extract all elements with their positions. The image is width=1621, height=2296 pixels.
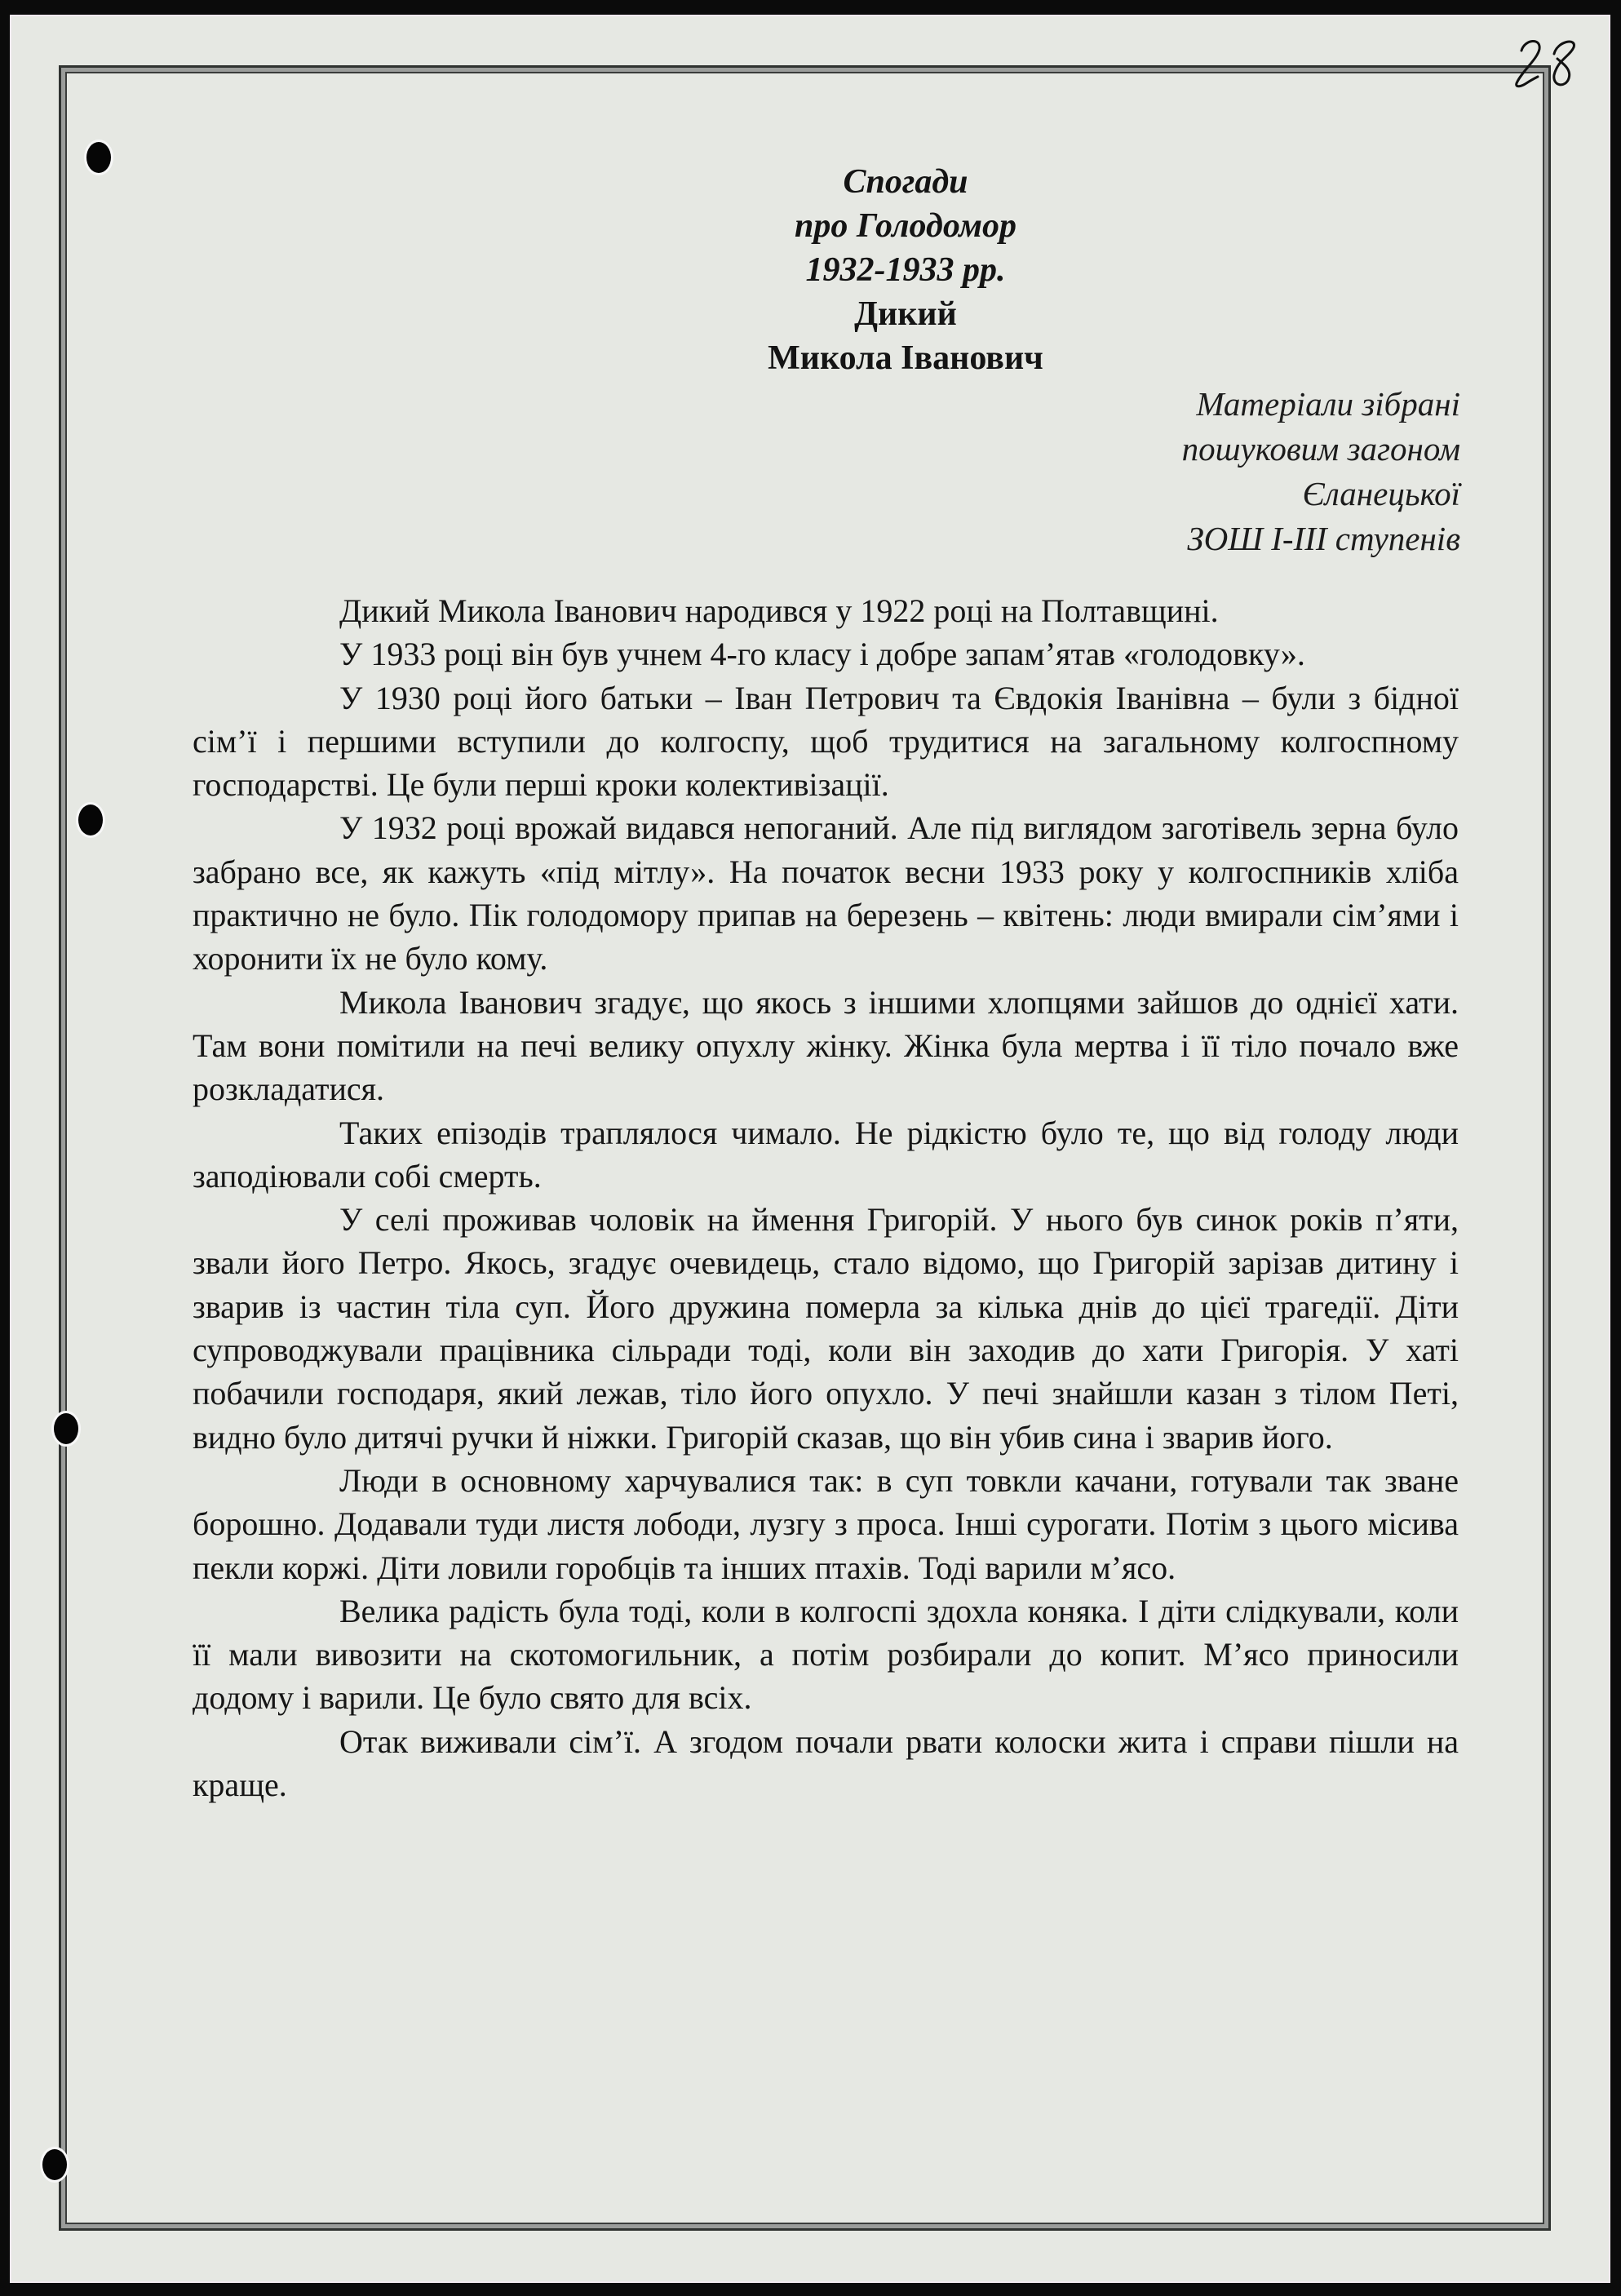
paragraph: У 1930 році його батьки – Іван Петрович та Євдокія Іванівна – були з бідної сім’ї і першими вступили до колгоспу, щоб трудитися на загальному колгоспному господарстві. Це були перші кроки колективізації. [193, 679, 1459, 804]
paragraph: У селі проживав чоловік на ймення Григорій. У нього був синок років п’яти, звали його Петро. Якось, згадує очевидець, стало відомо, що Григорій зарізав дитину і зварив із частин тіла суп. Його дружина померла за кілька днів до цієї трагедії. Діти супроводжували працівника сільради тоді, коли він заходив до хати Григорія. У хаті побачили господаря, який лежав, тіло його опухло. У печі знайшли казан з тілом Петі, видно було дитячі ручки й ніжки. Григорій сказав, що він убив сина і зварив його. [193, 1201, 1459, 1456]
paragraph: У 1932 році врожай видався непоганий. Але під виглядом заготівель зерна було забрано все, як кажуть «під мітлу». На початок весни 1933 року у колгоспників хліба практично не було. Пік голодомору припав на березень – квітень: люди вмирали сім’ями і хоронити їх не було кому. [193, 809, 1459, 977]
credit-line: пошуковим загоном [1181, 430, 1460, 468]
title-line: Спогади [843, 163, 968, 201]
paragraph: Велика радість була тоді, коли в колгоспі здохла коняка. І діти слідкували, коли її мали вивозити на скотомогильник, а потім розбирали до копит. М’ясо приносили додому і варили. Це було свято для всіх. [193, 1592, 1459, 1717]
punch-hole [42, 2149, 67, 2180]
paragraph: Люди в основному харчувалися так: в суп товкли качани, готували так зване борошно. Додавали туди листя лободи, лузгу з проса. Інші сурогати. Потім з цього місива пекли коржі. Діти ловили горобців та інших птахів. Тоді варили м’ясо. [193, 1461, 1459, 1586]
document-title [620, 160, 1191, 380]
credit-line: ЗОШ І-ІІІ ступенів [1187, 520, 1460, 557]
credit-line: Матеріали зібрані [1196, 385, 1460, 423]
punch-hole [54, 1413, 78, 1444]
author-name: Микола Іванович [768, 339, 1043, 377]
title-line: 1932-1933 рр. [805, 251, 1006, 289]
paragraph: Микола Іванович згадує, що якось з іншими хлопцями зайшов до однієї хати. Там вони помітили на печі велику опухлу жінку. Жінка була мертва і її тіло почало вже розкладатися. [193, 983, 1459, 1108]
paragraph: Дикий Микола Іванович народився у 1922 році на Полтавщині. [339, 592, 1219, 629]
memoir-body [193, 589, 1459, 1806]
punch-hole [86, 142, 111, 173]
author-surname: Дикий [854, 295, 957, 333]
paragraph: У 1933 році він був учнем 4-го класу і добре запам’ятав «голодовку». [339, 636, 1305, 673]
handwritten-page-number [1507, 29, 1597, 95]
title-line: про Голодомор [794, 207, 1016, 245]
credit-line: Єланецької [1302, 475, 1460, 512]
paragraph: Отак виживали сім’ї. А згодом почали рвати колоски жита і справи пішли на краще. [193, 1722, 1459, 1804]
source-credit [1182, 382, 1460, 561]
paragraph: Таких епізодів траплялося чимало. Не рідкістю було те, що від голоду люди заподіювали собі смерть. [193, 1114, 1459, 1195]
punch-hole [78, 804, 103, 836]
